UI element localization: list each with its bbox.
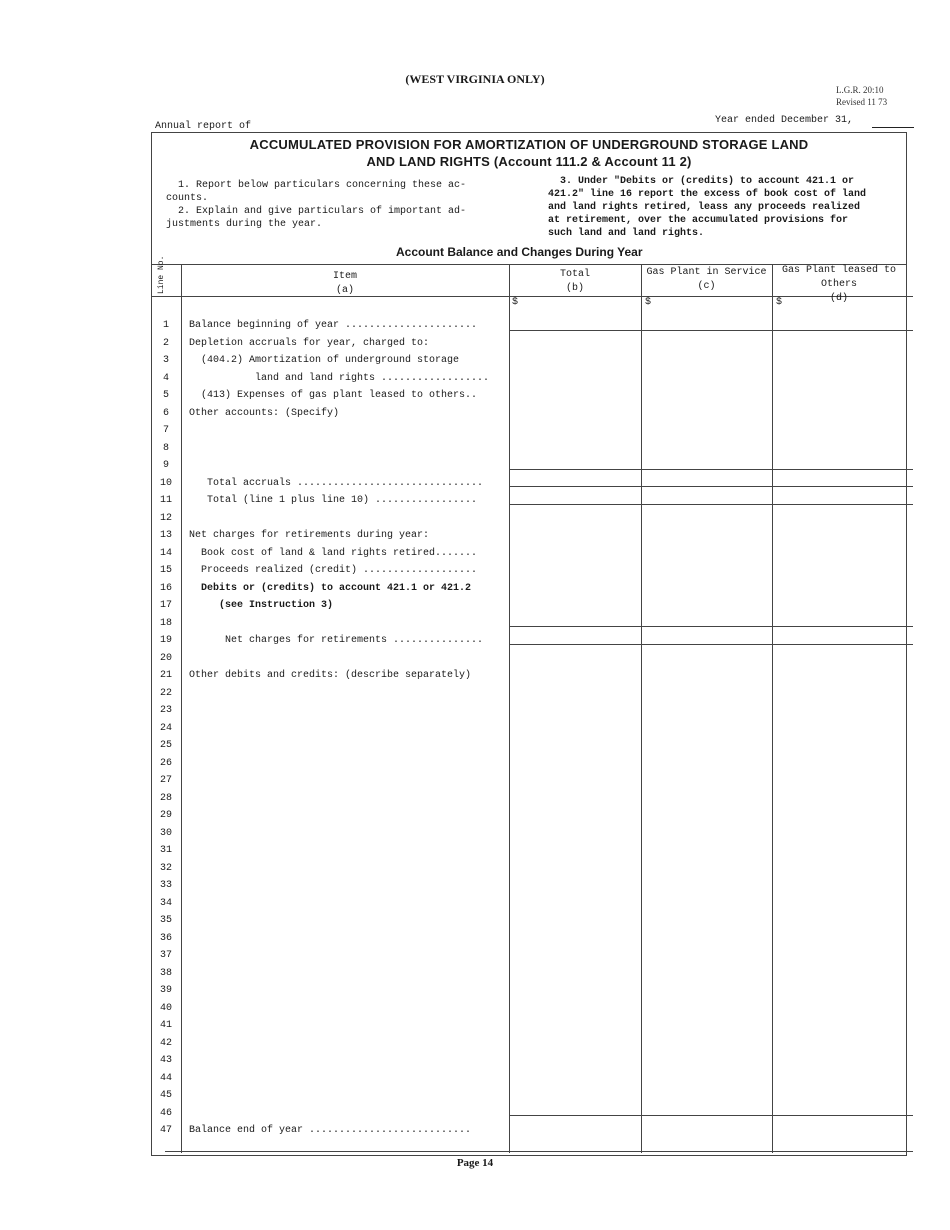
line-number: 12 xyxy=(159,513,172,524)
column-total-label: Total xyxy=(559,269,590,280)
line-number: 33 xyxy=(159,880,172,891)
form-code xyxy=(836,84,887,108)
line-number: 35 xyxy=(159,915,172,926)
row-item: (404.2) Amortization of underground storage xyxy=(189,355,460,366)
column-total-letter: (b) xyxy=(565,283,584,294)
column-header-total xyxy=(509,268,641,296)
line-number: 30 xyxy=(159,828,172,839)
line-number: 15 xyxy=(159,565,172,576)
line-number: 17 xyxy=(159,600,172,611)
rule-line-10 xyxy=(509,486,913,487)
rule-line-9 xyxy=(509,469,913,470)
line-number: 31 xyxy=(159,845,172,856)
line-number: 41 xyxy=(159,1020,172,1031)
form-title xyxy=(151,136,907,170)
line-number: 34 xyxy=(159,898,172,909)
instructions-left: 1. Report below particulars concerning these ac- counts. 2. Explain and give particulars of important ad- justments during the year. xyxy=(166,180,467,230)
column-service-letter: (c) xyxy=(697,281,716,292)
year-ended-label: Year ended December 31, xyxy=(715,115,854,126)
row-item: Balance end of year ........................... xyxy=(189,1125,472,1136)
line-number: 45 xyxy=(159,1090,172,1101)
row-item: (413) Expenses of gas plant leased to others.. xyxy=(189,390,478,401)
line-number: 28 xyxy=(159,793,172,804)
row-item: Net charges for retirements during year: xyxy=(189,530,430,541)
column-item-letter: (a) xyxy=(335,285,354,296)
annual-report-label: Annual report of xyxy=(155,121,252,132)
line-number: 44 xyxy=(159,1073,172,1084)
form-title-line1: ACCUMULATED PROVISION FOR AMORTIZATION OF UNDERGROUND STORAGE LAND xyxy=(249,137,809,152)
line-number: 36 xyxy=(159,933,172,944)
rule-line-19 xyxy=(509,644,913,645)
column-leased-label: Gas Plant leased to Others xyxy=(781,265,897,290)
line-number: 2 xyxy=(162,338,169,349)
line-number: 10 xyxy=(159,478,172,489)
dollar-sign-leased: $ xyxy=(776,297,783,308)
account-table xyxy=(151,255,913,1153)
dollar-sign-service: $ xyxy=(645,297,652,308)
column-item-label: Item xyxy=(332,271,357,282)
line-number: 38 xyxy=(159,968,172,979)
right-table-border xyxy=(906,264,907,1153)
row-item: Total accruals ............................... xyxy=(189,478,484,489)
line-number: 42 xyxy=(159,1038,172,1049)
row-item: Net charges for retirements ............... xyxy=(189,635,484,646)
page-number: Page 14 xyxy=(456,1157,494,1169)
line-number: 7 xyxy=(162,425,169,436)
row-item: Other debits and credits: (describe separately) xyxy=(189,670,472,681)
line-number: 1 xyxy=(162,320,169,331)
row-item: Book cost of land & land rights retired....... xyxy=(189,548,478,559)
line-number: 46 xyxy=(159,1108,172,1119)
form-code-number: L.G.R. 20:10 xyxy=(836,85,884,95)
line-number: 43 xyxy=(159,1055,172,1066)
line-number: 29 xyxy=(159,810,172,821)
form-revised-date: Revised 11 73 xyxy=(836,97,888,107)
service-leased-divider xyxy=(772,264,773,1153)
rule-line-46 xyxy=(509,1115,913,1116)
dollar-sign-total: $ xyxy=(512,297,519,308)
table-caption: Account Balance and Changes During Year xyxy=(396,245,643,259)
item-total-divider xyxy=(509,264,510,1153)
line-number: 11 xyxy=(159,495,172,506)
rule-line-11 xyxy=(509,504,913,505)
line-number: 25 xyxy=(159,740,172,751)
column-header-item xyxy=(181,270,509,298)
column-header-gas-plant-service xyxy=(641,266,772,294)
line-number: 14 xyxy=(159,548,172,559)
line-number: 23 xyxy=(159,705,172,716)
line-number: 18 xyxy=(159,618,172,629)
line-number: 37 xyxy=(159,950,172,961)
line-number: 24 xyxy=(159,723,172,734)
table-bottom-rule xyxy=(165,1151,913,1152)
region-header: (WEST VIRGINIA ONLY) xyxy=(405,72,545,86)
line-number: 40 xyxy=(159,1003,172,1014)
line-number: 21 xyxy=(159,670,172,681)
line-number: 3 xyxy=(162,355,169,366)
instructions-right: 3. Under "Debits or (credits) to account 421.1 or 421.2" line 16 report the excess of book cost of land and land rights retired, leass any proceeds realized at retirement, over the accumulated provisions for such land and land rights. xyxy=(548,176,867,239)
line-number: 19 xyxy=(159,635,172,646)
column-service-label: Gas Plant in Service xyxy=(646,267,767,278)
line-number: 47 xyxy=(159,1125,172,1136)
line-number: 22 xyxy=(159,688,172,699)
line-number: 20 xyxy=(159,653,172,664)
line-number: 5 xyxy=(162,390,169,401)
line-number: 13 xyxy=(159,530,172,541)
line-number: 6 xyxy=(162,408,169,419)
total-service-divider xyxy=(641,264,642,1153)
column-header-gas-plant-leased xyxy=(772,264,906,306)
row-item: Depletion accruals for year, charged to: xyxy=(189,338,430,349)
line-number: 26 xyxy=(159,758,172,769)
column-leased-letter: (d) xyxy=(829,293,848,304)
row-item: (see Instruction 3) xyxy=(189,600,334,611)
rule-line-1 xyxy=(509,330,913,331)
rule-line-18 xyxy=(509,626,913,627)
row-item: Debits or (credits) to account 421.1 or 421.2 xyxy=(189,583,472,594)
line-no-divider xyxy=(181,264,182,1153)
line-number: 39 xyxy=(159,985,172,996)
line-number: 32 xyxy=(159,863,172,874)
line-number: 27 xyxy=(159,775,172,786)
row-item: land and land rights .................. xyxy=(189,373,490,384)
line-number: 8 xyxy=(162,443,169,454)
line-number: 9 xyxy=(162,460,169,471)
line-number: 4 xyxy=(162,373,169,384)
line-no-header: Line No. xyxy=(157,255,166,294)
row-item: Total (line 1 plus line 10) ................. xyxy=(189,495,478,506)
line-number: 16 xyxy=(159,583,172,594)
row-item: Other accounts: (Specify) xyxy=(189,408,340,419)
row-item: Proceeds realized (credit) ................... xyxy=(189,565,478,576)
row-item: Balance beginning of year ...................... xyxy=(189,320,478,331)
form-title-line2: AND LAND RIGHTS (Account 111.2 & Account 11 2) xyxy=(366,154,692,169)
year-blank-line xyxy=(872,127,914,128)
